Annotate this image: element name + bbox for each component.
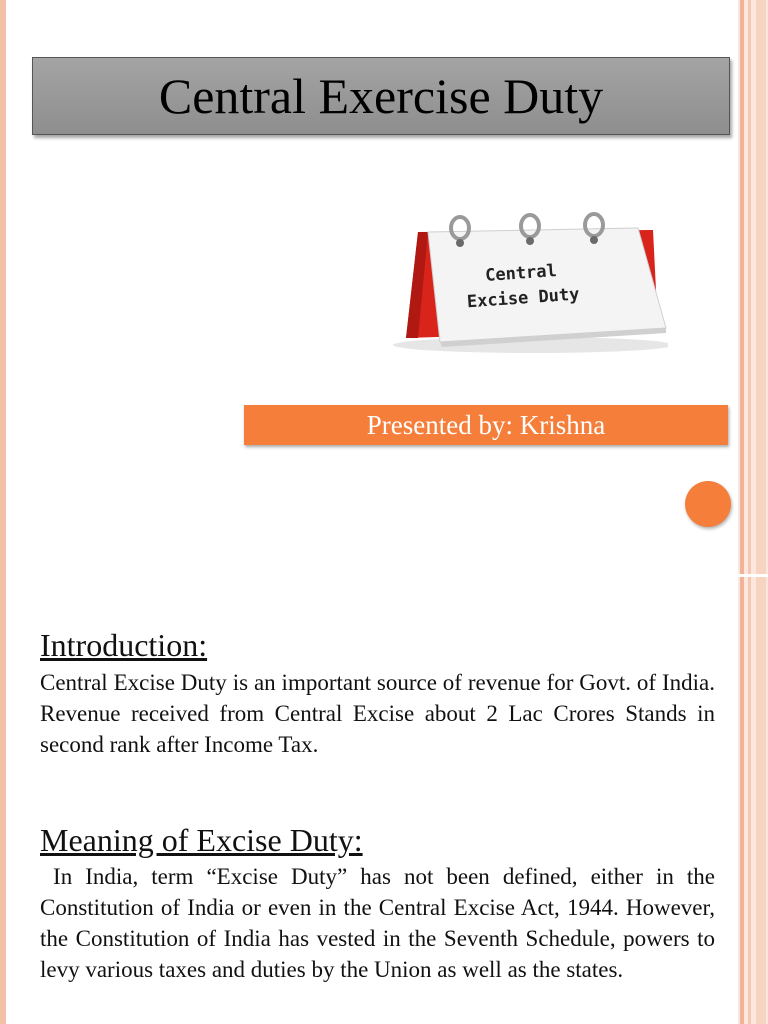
left-border-stripe [0,0,6,1024]
presenter-banner [244,405,728,445]
introduction-heading: Introduction: [40,627,208,663]
calendar-text-line1: Central [484,261,558,286]
calendar-illustration [368,210,668,360]
introduction-text: Central Excise Duty is an important source of revenue for Govt. of India. Revenue received from Central Excise about 2 Lac Crores Stands in second rank after Income Tax. [40,670,715,757]
presenter-label: Presented by: Krishna [366,409,606,440]
right-decorative-band [738,0,768,1024]
slide-title: Central Exercise Duty [158,68,604,124]
calendar-text-line2: Excise Duty [466,284,581,313]
decorative-circle [685,481,731,527]
meaning-heading: Meaning of Excise Duty: [40,822,363,858]
meaning-text: In India, term “Excise Duty” has not been defined, either in the Constitution of India or even in the Central Excise Act, 1944. However, the Constitution of India has vested in the Seventh Schedule, powers to levy various taxes and duties by the Union as well as the states. [40,864,721,982]
title-banner [32,57,730,135]
